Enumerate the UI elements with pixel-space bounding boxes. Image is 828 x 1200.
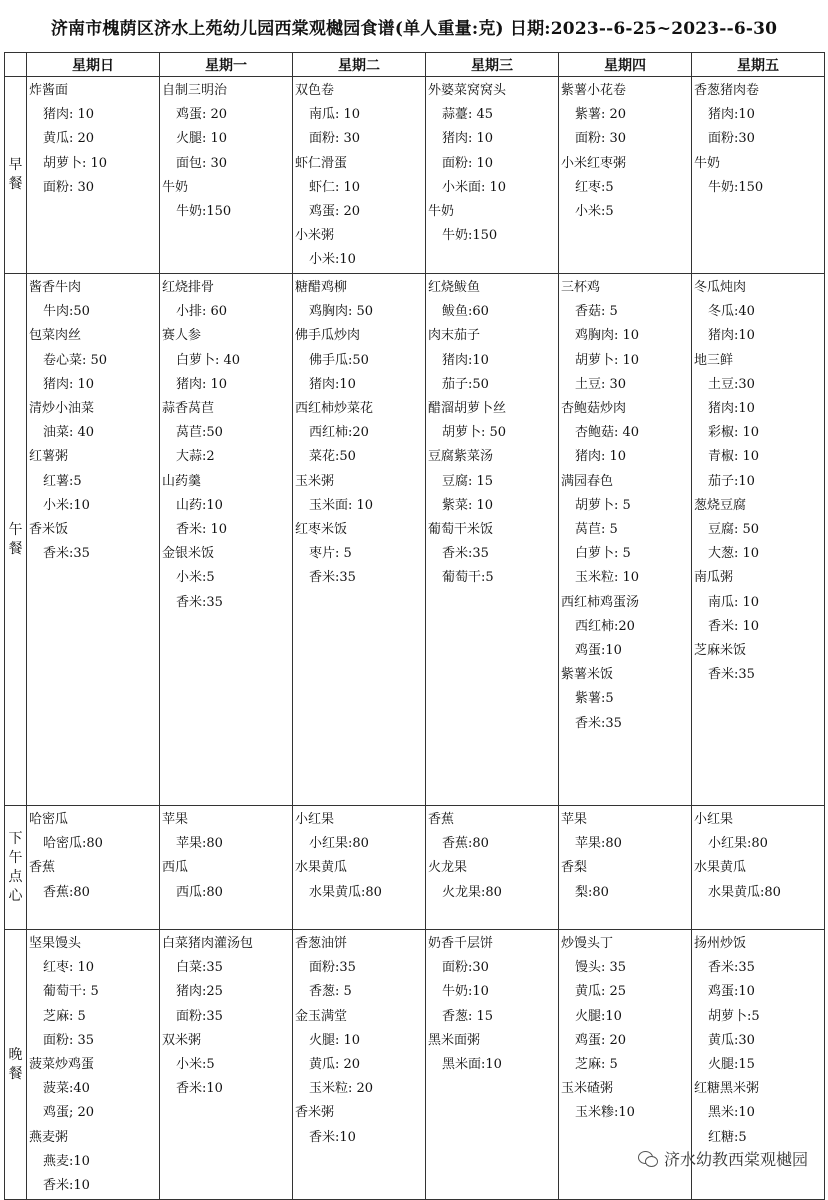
dish-name: 金银米饭 bbox=[162, 546, 215, 562]
ingredient: 豆腐: 50 bbox=[708, 522, 760, 538]
meal-label-text: 早餐 bbox=[8, 157, 23, 192]
ingredient: 土豆: 30 bbox=[575, 376, 627, 392]
ingredient: 香米: 10 bbox=[708, 618, 760, 634]
day-header: 星期一 bbox=[160, 53, 293, 77]
ingredient: 猪肉:25 bbox=[176, 984, 223, 1000]
ingredient: 面包: 30 bbox=[176, 155, 228, 171]
dish-name: 香梨 bbox=[561, 860, 588, 876]
dish-name: 醋溜胡萝卜丝 bbox=[428, 401, 507, 417]
dish-name: 冬瓜炖肉 bbox=[694, 280, 747, 295]
ingredient: 火龙果:80 bbox=[442, 884, 502, 900]
day-header: 星期三 bbox=[426, 53, 559, 77]
watermark-text: 济水幼教西棠观樾园 bbox=[663, 1150, 808, 1169]
dish-name: 苹果 bbox=[561, 812, 588, 827]
ingredient: 香葱: 5 bbox=[309, 984, 352, 1000]
ingredient: 菠菜:40 bbox=[43, 1081, 90, 1097]
page-title: 济南市槐荫区济水上苑幼儿园西棠观樾园食谱(单人重量:克) 日期:2023--6-25~2023--6-30 bbox=[50, 19, 778, 39]
ingredient: 茄子:10 bbox=[708, 473, 755, 489]
menu-cell bbox=[27, 930, 160, 1200]
ingredient: 面粉:30 bbox=[708, 131, 755, 147]
ingredient: 红薯:5 bbox=[43, 473, 82, 489]
ingredient: 白萝卜: 40 bbox=[176, 352, 241, 368]
menu-cell bbox=[426, 77, 559, 274]
ingredient: 猪肉: 10 bbox=[43, 376, 95, 392]
menu-table bbox=[4, 52, 825, 1200]
ingredient: 彩椒: 10 bbox=[708, 425, 760, 441]
dish-name: 芝麻米饭 bbox=[694, 643, 747, 659]
day-header: 星期五 bbox=[692, 53, 825, 77]
ingredient: 胡萝卜: 50 bbox=[442, 425, 507, 441]
ingredient: 牛肉:50 bbox=[43, 304, 90, 320]
menu-cell bbox=[27, 274, 160, 806]
ingredient: 火腿:10 bbox=[575, 1008, 622, 1024]
ingredient: 鸡蛋; 20 bbox=[43, 1105, 95, 1121]
ingredient: 南瓜: 10 bbox=[309, 107, 361, 123]
dish-name: 坚果馒头 bbox=[29, 936, 82, 951]
menu-cell bbox=[293, 806, 426, 930]
ingredient: 鸡蛋: 20 bbox=[575, 1032, 627, 1048]
menu-cell bbox=[692, 274, 825, 806]
dish-name: 水果黄瓜 bbox=[295, 860, 348, 876]
ingredient: 葡萄干:5 bbox=[442, 570, 494, 586]
meal-label bbox=[5, 930, 27, 1200]
meal-label-text: 晚餐 bbox=[8, 1046, 23, 1082]
meal-row bbox=[5, 274, 825, 806]
ingredient: 猪肉:10 bbox=[708, 328, 755, 344]
ingredient: 火腿: 10 bbox=[309, 1032, 361, 1048]
menu-cell bbox=[426, 930, 559, 1200]
ingredient: 虾仁: 10 bbox=[309, 179, 361, 195]
dish-name: 自制三明治 bbox=[162, 83, 228, 98]
meal-label-text: 下午点心 bbox=[8, 830, 23, 904]
dish-name: 紫薯米饭 bbox=[561, 667, 614, 683]
ingredient: 大葱: 10 bbox=[708, 546, 760, 562]
ingredient: 大蒜:2 bbox=[176, 449, 215, 465]
menu-cell bbox=[160, 806, 293, 930]
meal-label bbox=[5, 806, 27, 930]
menu-cell bbox=[692, 806, 825, 930]
ingredient: 鸡胸肉: 50 bbox=[309, 304, 374, 320]
ingredient: 香米:35 bbox=[708, 667, 755, 683]
ingredient: 牛奶:10 bbox=[442, 984, 489, 1000]
ingredient: 猪肉: 10 bbox=[43, 107, 95, 123]
ingredient: 鸡蛋: 20 bbox=[309, 204, 361, 220]
ingredient: 猪肉:10 bbox=[708, 107, 755, 123]
dish-name: 菠菜炒鸡蛋 bbox=[29, 1057, 95, 1073]
ingredient: 土豆:30 bbox=[708, 376, 755, 392]
dish-name: 西瓜 bbox=[162, 860, 189, 876]
ingredient: 莴苣:50 bbox=[176, 425, 223, 441]
meal-row bbox=[5, 77, 825, 274]
menu-cell bbox=[293, 274, 426, 806]
ingredient: 黄瓜:30 bbox=[708, 1032, 755, 1048]
ingredient: 枣片: 5 bbox=[309, 546, 352, 562]
dish-name: 炸酱面 bbox=[29, 83, 69, 98]
dish-name: 牛奶 bbox=[428, 204, 455, 220]
dish-name: 火龙果 bbox=[428, 860, 468, 876]
dish-name: 糖醋鸡柳 bbox=[295, 280, 348, 295]
ingredient: 白菜:35 bbox=[176, 960, 223, 976]
ingredient: 西红柿:20 bbox=[575, 618, 635, 634]
dish-name: 豆腐紫菜汤 bbox=[428, 449, 494, 465]
dish-name: 葡萄干米饭 bbox=[428, 522, 494, 538]
ingredient: 香蕉:80 bbox=[43, 884, 90, 900]
ingredient: 香蕉:80 bbox=[442, 836, 489, 852]
ingredient: 莴苣: 5 bbox=[575, 522, 618, 538]
menu-cell bbox=[160, 930, 293, 1200]
ingredient: 紫薯: 20 bbox=[575, 107, 627, 123]
ingredient: 红糖:5 bbox=[708, 1129, 747, 1145]
ingredient: 玉米粒: 20 bbox=[309, 1081, 374, 1097]
ingredient: 菜花:50 bbox=[309, 449, 356, 465]
ingredient: 面粉: 10 bbox=[442, 155, 494, 171]
ingredient: 小红果:80 bbox=[708, 836, 768, 852]
menu-cell bbox=[293, 77, 426, 274]
dish-name: 白菜猪肉灌汤包 bbox=[162, 936, 254, 951]
menu-cell bbox=[293, 930, 426, 1200]
meal-row bbox=[5, 806, 825, 930]
dish-name: 金玉满堂 bbox=[295, 1008, 348, 1024]
ingredient: 燕麦:10 bbox=[43, 1153, 90, 1169]
dish-name: 蒜香莴苣 bbox=[162, 401, 215, 417]
ingredient: 卷心菜: 50 bbox=[43, 352, 108, 368]
dish-name: 满园春色 bbox=[561, 473, 614, 489]
ingredient: 西红柿:20 bbox=[309, 425, 369, 441]
ingredient: 玉米粒: 10 bbox=[575, 570, 640, 586]
ingredient: 面粉:35 bbox=[309, 960, 356, 976]
dish-name: 燕麦粥 bbox=[29, 1129, 69, 1145]
ingredient: 苹果:80 bbox=[176, 836, 223, 852]
ingredient: 小米:5 bbox=[176, 1057, 215, 1073]
dish-name: 三杯鸡 bbox=[561, 280, 601, 295]
dish-name: 香蕉 bbox=[428, 812, 455, 827]
dish-name: 葱烧豆腐 bbox=[694, 497, 747, 513]
ingredient: 梨:80 bbox=[575, 884, 609, 900]
dish-name: 香蕉 bbox=[29, 860, 56, 876]
ingredient: 香米:35 bbox=[708, 960, 755, 976]
ingredient: 苹果:80 bbox=[575, 836, 622, 852]
dish-name: 小红果 bbox=[694, 812, 734, 827]
day-header-row bbox=[5, 53, 825, 77]
ingredient: 面粉:30 bbox=[442, 960, 489, 976]
ingredient: 玉米糁:10 bbox=[575, 1105, 635, 1121]
ingredient: 面粉: 30 bbox=[43, 179, 95, 195]
ingredient: 葡萄干: 5 bbox=[43, 984, 99, 1000]
dish-name: 玉米碴粥 bbox=[561, 1081, 614, 1097]
ingredient: 水果黄瓜:80 bbox=[708, 884, 781, 900]
ingredient: 火腿: 10 bbox=[176, 131, 228, 147]
dish-name: 红烧鲅鱼 bbox=[428, 280, 481, 295]
ingredient: 猪肉: 10 bbox=[575, 449, 627, 465]
ingredient: 佛手瓜:50 bbox=[309, 352, 369, 368]
meal-label bbox=[5, 274, 27, 806]
ingredient: 火腿:15 bbox=[708, 1057, 755, 1073]
ingredient: 小红果:80 bbox=[309, 836, 369, 852]
ingredient: 香葱: 15 bbox=[442, 1008, 494, 1024]
dish-name: 炒馒头丁 bbox=[561, 936, 614, 951]
dish-name: 包菜肉丝 bbox=[29, 328, 82, 344]
dish-name: 小米粥 bbox=[295, 228, 335, 244]
meal-label bbox=[5, 77, 27, 274]
ingredient: 红枣:5 bbox=[575, 179, 614, 195]
ingredient: 小排: 60 bbox=[176, 304, 228, 320]
dish-name: 红糖黑米粥 bbox=[694, 1081, 760, 1097]
dish-name: 玉米粥 bbox=[295, 473, 335, 489]
dish-name: 香葱油饼 bbox=[295, 936, 348, 951]
ingredient: 胡萝卜: 10 bbox=[43, 155, 108, 171]
menu-cell bbox=[160, 77, 293, 274]
ingredient: 水果黄瓜:80 bbox=[309, 884, 382, 900]
ingredient: 油菜: 40 bbox=[43, 425, 95, 441]
ingredient: 黑米面:10 bbox=[442, 1057, 502, 1073]
ingredient: 蒜薹: 45 bbox=[442, 107, 494, 123]
ingredient: 小米面: 10 bbox=[442, 179, 507, 195]
ingredient: 香米:10 bbox=[43, 1178, 90, 1194]
ingredient: 白萝卜: 5 bbox=[575, 546, 631, 562]
day-header: 星期日 bbox=[27, 53, 160, 77]
ingredient: 芝麻: 5 bbox=[575, 1057, 618, 1073]
dish-name: 赛人参 bbox=[162, 328, 202, 344]
ingredient: 香米:35 bbox=[442, 546, 489, 562]
ingredient: 鸡蛋:10 bbox=[575, 643, 622, 659]
menu-cell bbox=[426, 806, 559, 930]
ingredient: 红枣: 10 bbox=[43, 960, 95, 976]
dish-name: 小米红枣粥 bbox=[561, 155, 627, 171]
ingredient: 紫菜: 10 bbox=[442, 497, 494, 513]
ingredient: 牛奶:150 bbox=[176, 204, 232, 220]
watermark bbox=[638, 1147, 808, 1170]
corner-cell bbox=[5, 53, 27, 77]
wechat-icon bbox=[638, 1151, 658, 1167]
ingredient: 香米:35 bbox=[176, 594, 223, 610]
ingredient: 香米:35 bbox=[575, 715, 622, 731]
ingredient: 香米:10 bbox=[176, 1081, 223, 1097]
ingredient: 豆腐: 15 bbox=[442, 473, 494, 489]
dish-name: 香米粥 bbox=[295, 1105, 335, 1121]
dish-name: 香葱猪肉卷 bbox=[694, 83, 760, 98]
ingredient: 猪肉: 10 bbox=[442, 131, 494, 147]
ingredient: 黄瓜: 25 bbox=[575, 984, 627, 1000]
dish-name: 苹果 bbox=[162, 812, 189, 827]
dish-name: 酱香牛肉 bbox=[29, 280, 82, 295]
ingredient: 芝麻: 5 bbox=[43, 1008, 86, 1024]
ingredient: 西瓜:80 bbox=[176, 884, 223, 900]
dish-name: 虾仁滑蛋 bbox=[295, 155, 348, 171]
dish-name: 扬州炒饭 bbox=[694, 936, 747, 951]
dish-name: 双米粥 bbox=[162, 1032, 202, 1048]
dish-name: 奶香千层饼 bbox=[428, 936, 494, 951]
ingredient: 面粉:35 bbox=[176, 1008, 223, 1024]
ingredient: 香米:35 bbox=[309, 570, 356, 586]
ingredient: 面粉: 30 bbox=[309, 131, 361, 147]
ingredient: 胡萝卜: 5 bbox=[575, 497, 631, 513]
ingredient: 猪肉:10 bbox=[708, 401, 755, 417]
ingredient: 馒头: 35 bbox=[575, 960, 627, 976]
ingredient: 紫薯:5 bbox=[575, 691, 614, 707]
menu-cell bbox=[692, 77, 825, 274]
dish-name: 黑米面粥 bbox=[428, 1032, 481, 1048]
ingredient: 鸡蛋: 20 bbox=[176, 107, 228, 123]
ingredient: 黑米:10 bbox=[708, 1105, 755, 1121]
menu-cell bbox=[559, 77, 692, 274]
ingredient: 小米:5 bbox=[575, 204, 614, 220]
ingredient: 香米: 10 bbox=[176, 522, 228, 538]
dish-name: 清炒小油菜 bbox=[29, 401, 95, 417]
dish-name: 外婆菜窝窝头 bbox=[428, 83, 507, 98]
ingredient: 黄瓜: 20 bbox=[309, 1057, 361, 1073]
dish-name: 水果黄瓜 bbox=[694, 860, 747, 876]
dish-name: 香米饭 bbox=[29, 522, 69, 538]
ingredient: 牛奶:150 bbox=[708, 179, 764, 195]
ingredient: 香米:10 bbox=[309, 1129, 356, 1145]
dish-name: 红薯粥 bbox=[29, 449, 69, 465]
ingredient: 小米:10 bbox=[43, 497, 90, 513]
dish-name: 牛奶 bbox=[162, 179, 189, 195]
day-header: 星期二 bbox=[293, 53, 426, 77]
ingredient: 小米:5 bbox=[176, 570, 215, 586]
ingredient: 鸡胸肉: 10 bbox=[575, 328, 640, 344]
dish-name: 紫薯小花卷 bbox=[561, 83, 627, 98]
dish-name: 红枣米饭 bbox=[295, 522, 348, 538]
ingredient: 冬瓜:40 bbox=[708, 304, 755, 320]
ingredient: 鲅鱼:60 bbox=[442, 304, 489, 320]
meal-label-text: 午餐 bbox=[8, 521, 23, 557]
ingredient: 牛奶:150 bbox=[442, 228, 498, 244]
dish-name: 哈密瓜 bbox=[29, 812, 69, 827]
ingredient: 茄子:50 bbox=[442, 376, 489, 392]
ingredient: 胡萝卜:5 bbox=[708, 1008, 760, 1024]
ingredient: 青椒: 10 bbox=[708, 449, 760, 465]
menu-cell bbox=[160, 274, 293, 806]
menu-cell bbox=[559, 806, 692, 930]
dish-name: 牛奶 bbox=[694, 155, 721, 171]
dish-name: 山药羹 bbox=[162, 473, 202, 489]
ingredient: 小米:10 bbox=[309, 252, 356, 268]
ingredient: 黄瓜: 20 bbox=[43, 131, 95, 147]
dish-name: 西红柿炒菜花 bbox=[295, 401, 374, 417]
dish-name: 地三鲜 bbox=[694, 352, 734, 368]
menu-cell bbox=[559, 274, 692, 806]
dish-name: 红烧排骨 bbox=[162, 280, 215, 295]
menu-cell bbox=[27, 806, 160, 930]
ingredient: 香菇: 5 bbox=[575, 304, 618, 320]
ingredient: 南瓜: 10 bbox=[708, 594, 760, 610]
ingredient: 玉米面: 10 bbox=[309, 497, 374, 513]
day-header: 星期四 bbox=[559, 53, 692, 77]
ingredient: 鸡蛋:10 bbox=[708, 984, 755, 1000]
menu-cell bbox=[426, 274, 559, 806]
ingredient: 面粉: 30 bbox=[575, 131, 627, 147]
dish-name: 肉末茄子 bbox=[428, 328, 481, 344]
ingredient: 面粉: 35 bbox=[43, 1032, 95, 1048]
ingredient: 猪肉: 10 bbox=[176, 376, 228, 392]
dish-name: 西红柿鸡蛋汤 bbox=[561, 594, 640, 610]
dish-name: 小红果 bbox=[295, 812, 335, 827]
ingredient: 山药:10 bbox=[176, 497, 223, 513]
ingredient: 猪肉:10 bbox=[309, 376, 356, 392]
dish-name: 杏鲍菇炒肉 bbox=[561, 401, 627, 417]
ingredient: 猪肉:10 bbox=[442, 352, 489, 368]
dish-name: 佛手瓜炒肉 bbox=[295, 328, 361, 344]
menu-cell bbox=[27, 77, 160, 274]
ingredient: 胡萝卜: 10 bbox=[575, 352, 640, 368]
dish-name: 双色卷 bbox=[295, 83, 335, 98]
ingredient: 哈密瓜:80 bbox=[43, 836, 103, 852]
dish-name: 南瓜粥 bbox=[694, 570, 734, 586]
ingredient: 香米:35 bbox=[43, 546, 90, 562]
ingredient: 杏鲍菇: 40 bbox=[575, 425, 640, 441]
